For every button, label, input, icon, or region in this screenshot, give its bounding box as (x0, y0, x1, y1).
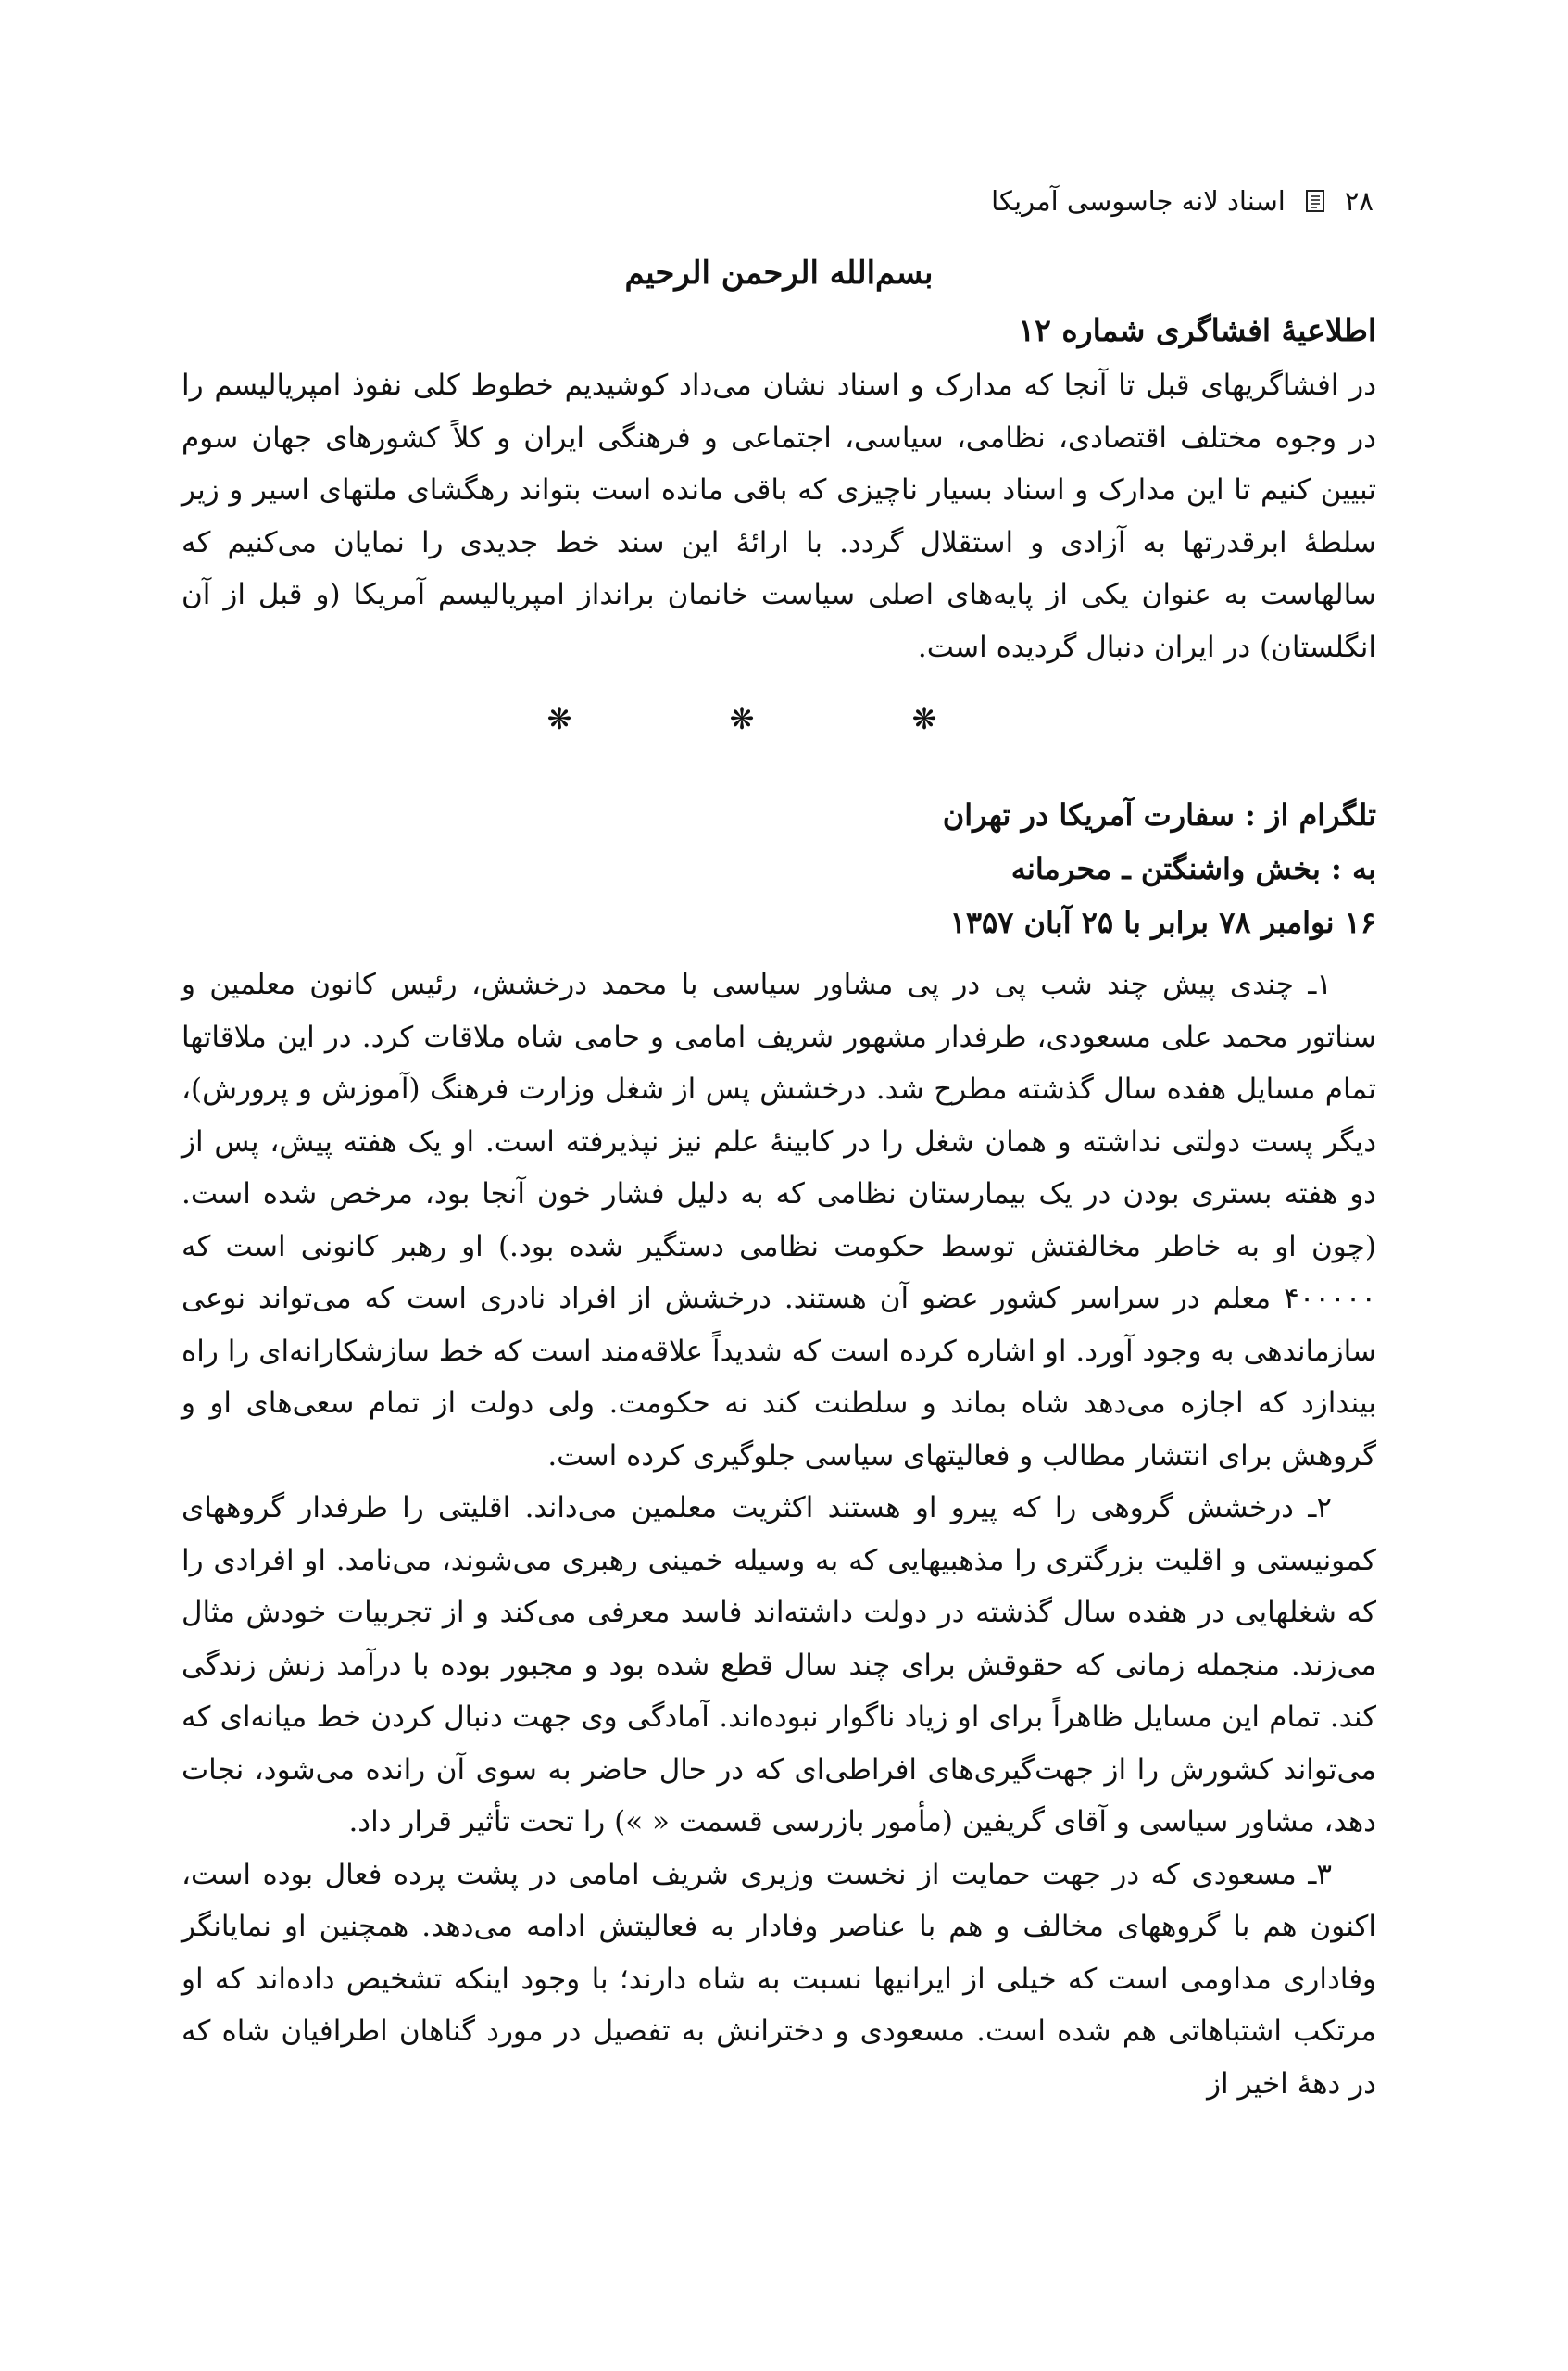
section-separator: ❋ ❋ ❋ (546, 701, 1011, 736)
bismillah-heading: بسم‌الله الرحمن الرحیم (624, 255, 934, 292)
intro-paragraph: در افشاگریهای قبل تا آنجا که مدارک و اسناد نشان می‌داد کوشیدیم خطوط کلی نفوذ امپریالیسم را در وجوه مختلف اقتصادی، نظامی، سیاسی، اجتماعی و فرهنگی ایران و کلاً کشورهای جهان سوم تبیین کنیم تا این مدارک و اسناد بسیار ناچیزی که باقی مانده است بتواند رهگشای ملتهای اسیر و زیر سلطهٔ ابرقدرتها به آزادی و استقلال گردد. با ارائهٔ این سند خط جدیدی را نمایان می‌کنیم که سالهاست به عنوان یکی از پایه‌های اصلی سیاست خانمان برانداز امپریالیسم آمریکا (و قبل از آن انگلستان) در ایران دنبال گردیده است. (182, 369, 1376, 664)
telegram-paragraph-2: ۲ـ درخشش گروهی را که پیرو او هستند اکثریت معلمین می‌داند. اقلیتی را طرفدار گروههای کمونیستی و اقلیت بزرگتری را مذهبیهایی که به وسیله خمینی رهبری می‌شوند، می‌نامد. او افرادی را که شغلهایی در هفده سال گذشته در دولت داشته‌اند فاسد معرفی می‌کند و از تجربیات خودش مثال می‌زند. منجمله زمانی که حقوقش برای چند سال قطع شده بود و مجبور بوده با درآمد زنش زندگی کند. تمام این مسایل ظاهراً برای او زیاد ناگوار نبوده‌اند. آمادگی وی جهت دنبال کردن خط میانه‌ای که می‌تواند کشورش را از جهت‌گیری‌های افراطی‌ای که در حال حاضر به سوی آن رانده می‌شود، نجات دهد، مشاور سیاسی و آقای گریفین (مأمور بازرسی قسمت « ») را تحت تأثیر قرار داد. (182, 1491, 1376, 1838)
book-title: اسناد لانه جاسوسی آمریکا (991, 185, 1286, 217)
running-header (991, 185, 1374, 217)
document-icon (1302, 188, 1328, 214)
page-number: ۲۸ (1344, 185, 1374, 217)
telegram-paragraph-1: ۱ـ چندی پیش چند شب پی در پی مشاور سیاسی با محمد درخشش، رئیس کانون معلمین و سناتور محمد علی مسعودی، طرفدار مشهور شریف امامی و حامی شاه ملاقات کرد. در این ملاقاتها تمام مسایل هفده سال گذشته مطرح شد. درخشش پس از شغل وزارت فرهنگ (آموزش و پرورش)، دیگر پست دولتی نداشته و همان شغل را در کابینهٔ علم نیز نپذیرفته است. او یک هفته پیش، پس از دو هفته بستری بودن در یک بیمارستان نظامی که به دلیل فشار خون آنجا بود، مرخص شده است. (چون او به خاطر مخالفتش توسط حکومت نظامی دستگیر شده بود.) او رهبر کانونی است که ۴۰۰۰۰۰ معلم در سراسر کشور عضو آن هستند. درخشش از افراد نادری است که می‌تواند نوعی سازماندهی به وجود آورد. او اشاره کرده است که شدیداً علاقه‌مند است که خط سازشکارانه‌ای را راه بیندازد که اجازه می‌دهد شاه بماند و سلطنت کند نه حکومت. ولی دولت از تمام سعی‌های او و گروهش برای انتشار مطالب و فعالیتهای سیاسی جلوگیری کرده است. (182, 968, 1376, 1473)
telegram-paragraph-3: ۳ـ مسعودی که در جهت حمایت از نخست وزیری شریف امامی در پشت پرده فعال بوده است، اکنون هم با گروههای مخالف و هم با عناصر وفادار به فعالیتش ادامه می‌دهد. همچنین او نمایانگر وفاداری مداومی است که خیلی از ایرانیها نسبت به شاه دارند؛ با وجود اینکه تشخیص داده‌اند که او مرتکب اشتباهاتی هم شده است. مسعودی و دخترانش به تفصیل در مورد گناهان اطرافیان شاه که در دههٔ اخیر از (182, 1857, 1377, 2101)
telegram-header (182, 788, 1376, 949)
telegram-from: تلگرام از : سفارت آمریکا در تهران (942, 797, 1376, 833)
telegram-date: ۱۶ نوامبر ۷۸ برابر با ۲۵ آبان ۱۳۵۷ (949, 905, 1376, 940)
page-body (182, 255, 1376, 2110)
telegram-to: به : بخش واشنگتن ـ محرمانه (1010, 851, 1376, 886)
notice-title: اطلاعیهٔ افشاگری شماره ۱۲ (1018, 312, 1376, 348)
